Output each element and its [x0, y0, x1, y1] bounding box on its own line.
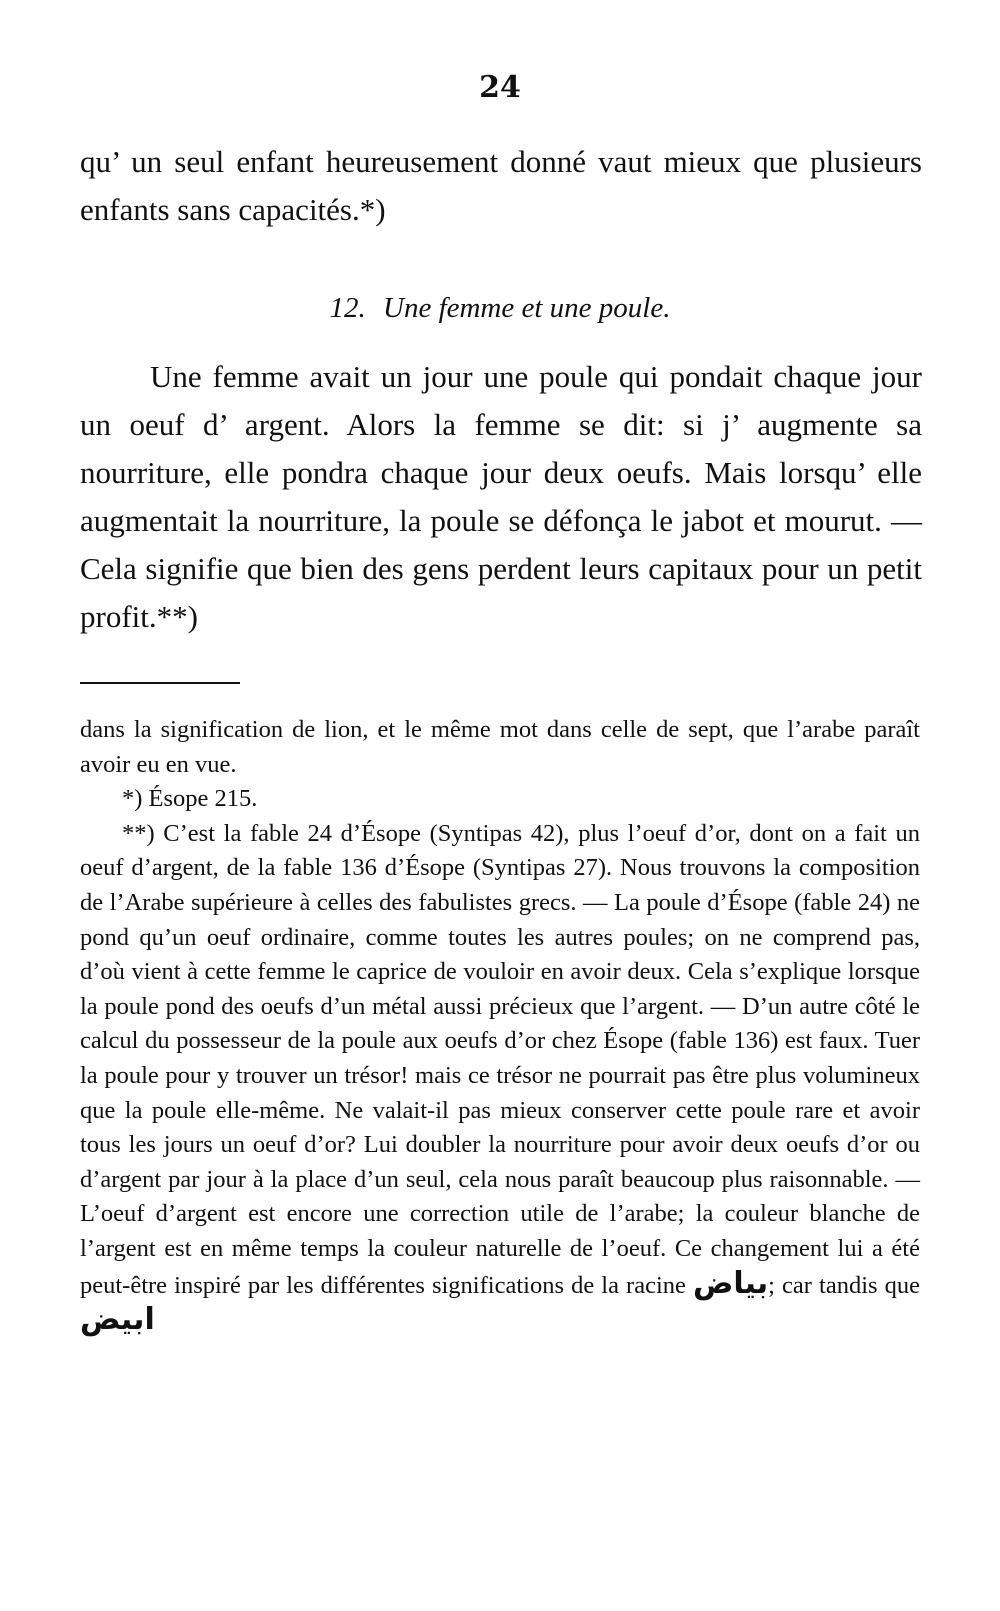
footnote-1: *) Ésope 215. — [122, 785, 258, 813]
fable-body: Une femme avait un jour une poule qui pondait chaque jour un oeuf d’ argent. Alors la femme se dit: si j’ augmente sa nourriture, elle pondra chaque jour deux oeufs. Mais lorsqu’ elle augmentait la nourriture, la poule se défonça le jabot et mourut. — Cela signifie que bien des gens perdent leurs capitaux pour un petit profit.**) — [80, 359, 922, 634]
fable-title: Une femme et une poule. — [383, 292, 671, 324]
footnotes — [80, 713, 920, 1340]
continued-paragraph — [80, 138, 922, 234]
footnote-2 — [80, 817, 920, 1340]
arabic-word-1: بياض — [692, 1265, 769, 1301]
arabic-word-2: ابيض — [80, 1302, 155, 1338]
footnote-separator — [80, 682, 240, 684]
fable-heading — [0, 292, 1000, 325]
continued-text: qu’ un seul enfant heureusement donné vaut mieux que plusieurs enfants sans capacités.*) — [80, 144, 922, 227]
fable-number: 12. — [329, 292, 366, 324]
footnote-2-middle: ; car tandis que — [768, 1271, 920, 1299]
footnote-2-text: **) C’est la fable 24 d’Ésope (Syntipas 42), plus l’oeuf d’or, dont on a fait un oeuf d’argent, de la fable 136 d’Ésope (Syntipas 27). Nous trouvons la composition de l’Arabe supérieure à celles des fabulistes grecs. — La poule d’Ésope (fable 24) ne pond qu’un oeuf ordinaire, comme toutes les autres poules; on ne comprend pas, d’où vient à cette femme le caprice de vouloir en avoir deux. Cela s’explique lorsque la poule pond des oeufs d’un métal aussi précieux que l’argent. — D’un autre côté le calcul du possesseur de la poule aux oeufs d’or chez Ésope (fable 136) est faux. Tuer la poule pour y trouver un trésor! mais ce trésor ne pourrait pas être plus volumineux que la poule elle-même. Ne valait-il pas mieux conserver cette poule rare et avoir tous les jours un oeuf d’or? Lui doubler la nourriture pour avoir deux oeufs d’or ou d’argent par jour à la place d’un seul, cela nous paraît beaucoup plus raisonnable. — L’oeuf d’argent est encore une correction utile de l’arabe; la couleur blanche de l’argent est en même temps la couleur naturelle de l’oeuf. Ce changement lui a été peut-être inspiré par les différentes significations de la racine — [80, 819, 920, 1299]
footnote-carryover: dans la signification de lion, et le même mot dans celle de sept, que l’arabe paraît avoir eu en vue. — [80, 716, 920, 778]
page-number: 24 — [479, 70, 521, 105]
fable-text — [80, 353, 922, 641]
